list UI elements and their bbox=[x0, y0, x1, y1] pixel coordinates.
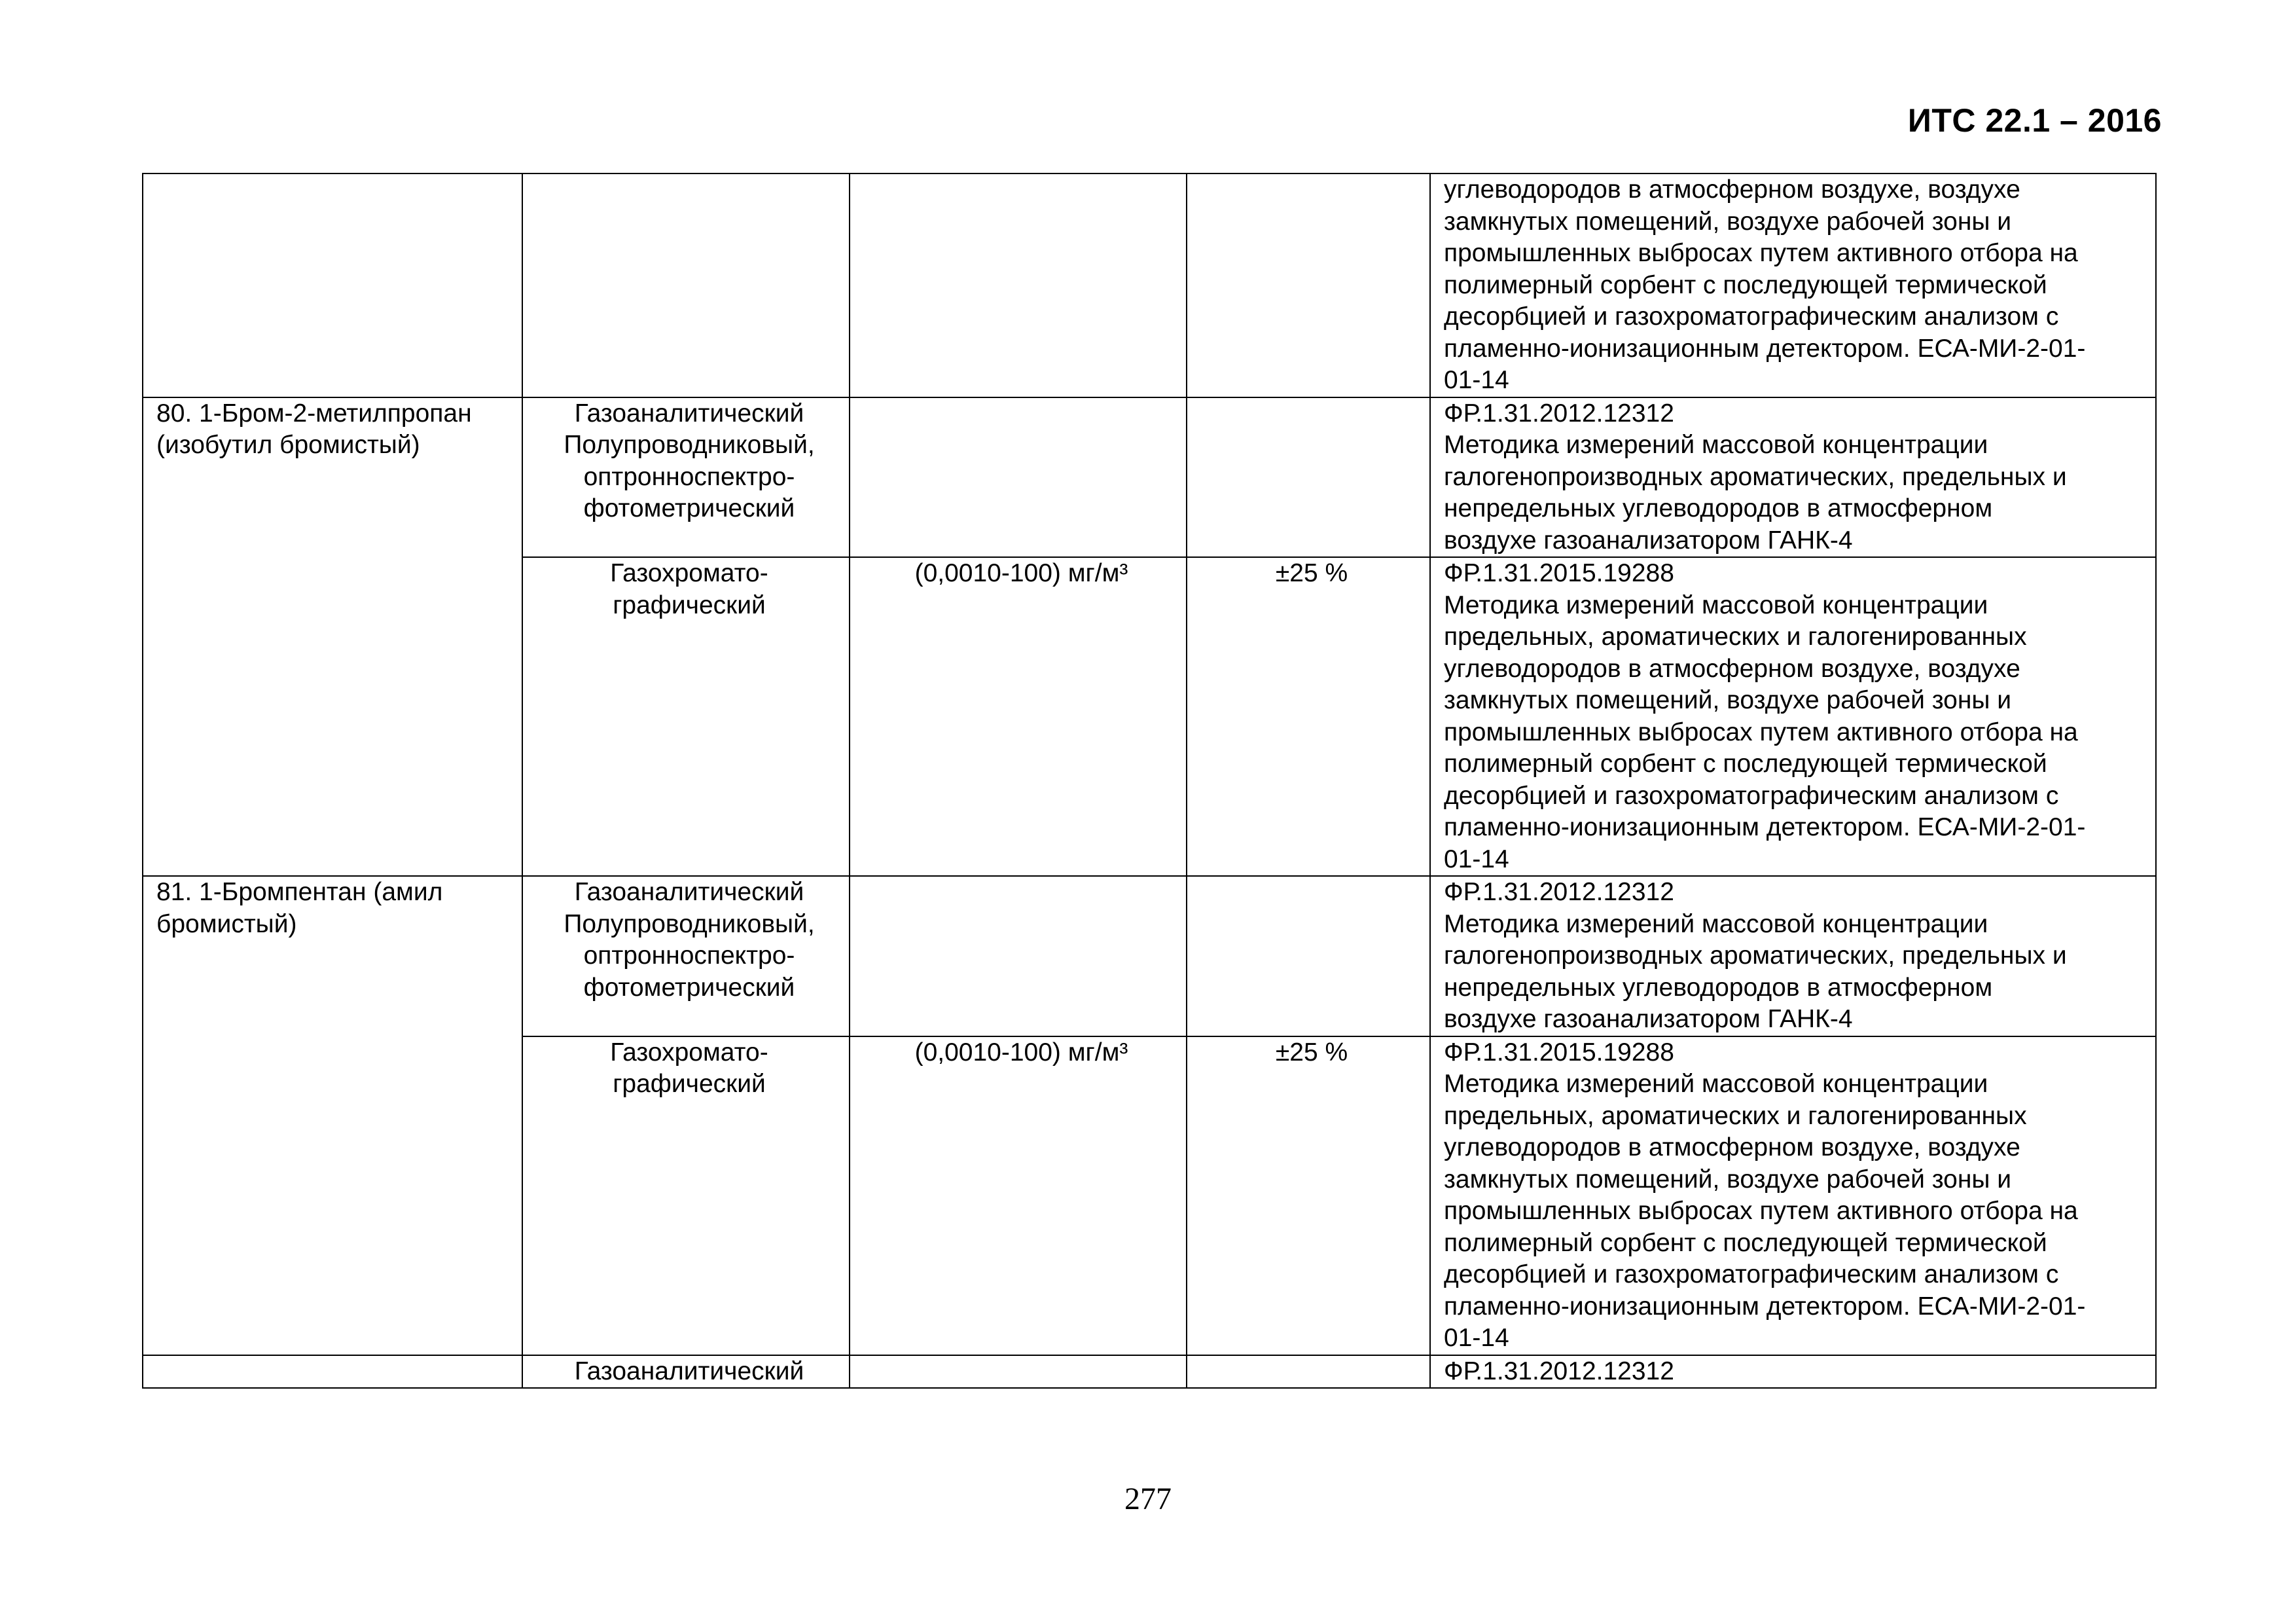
reference-line: углеводородов в атмосферном воздухе, воздухе bbox=[1444, 175, 2020, 204]
reference-line: замкнутых помещений, воздухе рабочей зоны и bbox=[1444, 207, 2012, 236]
reference-line: непредельных углеводородов в атмосферном bbox=[1444, 973, 1993, 1002]
reference-cell bbox=[1430, 1036, 2156, 1355]
reference-line: Методика измерений массовой концентрации bbox=[1444, 909, 1988, 938]
range-cell bbox=[850, 876, 1187, 1036]
document-code-header: ИТС 22.1 – 2016 bbox=[1907, 102, 2162, 139]
reference-line: галогенопроизводных ароматических, предельных и bbox=[1444, 941, 2067, 970]
method-line: Полупроводниковый, bbox=[564, 431, 815, 459]
reference-line: 01-14 bbox=[1444, 366, 1509, 394]
substance-name-line: (изобутил бромистый) bbox=[156, 431, 420, 459]
substance-name-line: бромистый) bbox=[156, 909, 297, 938]
reference-cell bbox=[1430, 1355, 2156, 1389]
method-line: оптронноспектро- bbox=[583, 941, 795, 970]
reference-line: полимерный сорбент с последующей термической bbox=[1444, 1228, 2047, 1257]
reference-line: воздухе газоанализатором ГАНК-4 bbox=[1444, 526, 1853, 555]
method-line: Полупроводниковый, bbox=[564, 909, 815, 938]
page-number: 277 bbox=[1124, 1482, 1172, 1516]
reference-line: замкнутых помещений, воздухе рабочей зоны и bbox=[1444, 1165, 2012, 1194]
reference-line: десорбцией и газохроматографическим анализом с bbox=[1444, 781, 2059, 810]
reference-line: замкнутых помещений, воздухе рабочей зоны и bbox=[1444, 686, 2012, 714]
reference-line: ФР.1.31.2012.12312 bbox=[1444, 878, 1674, 906]
range-cell bbox=[850, 397, 1187, 558]
reference-line: предельных, ароматических и галогенированных bbox=[1444, 1101, 2027, 1130]
reference-line: промышленных выбросах путем активного отбора на bbox=[1444, 1197, 2078, 1225]
range-cell bbox=[850, 173, 1187, 397]
error-cell bbox=[1187, 173, 1430, 397]
reference-line: полимерный сорбент с последующей термической bbox=[1444, 750, 2047, 778]
range-cell bbox=[850, 1355, 1187, 1389]
range-cell: (0,0010-100) мг/м³ bbox=[850, 557, 1187, 876]
method-line: фотометрический bbox=[583, 973, 795, 1002]
reference-line: углеводородов в атмосферном воздухе, воздухе bbox=[1444, 1133, 2020, 1161]
table-row-next-substance bbox=[143, 1355, 2156, 1389]
reference-line: ФР.1.31.2015.19288 bbox=[1444, 1038, 1674, 1067]
reference-line: полимерный сорбент с последующей термической bbox=[1444, 270, 2047, 299]
method-line: Газоаналитический bbox=[574, 878, 804, 906]
error-cell: ±25 % bbox=[1187, 557, 1430, 876]
reference-line: промышленных выбросах путем активного отбора на bbox=[1444, 718, 2078, 746]
reference-line: десорбцией и газохроматографическим анализом с bbox=[1444, 302, 2059, 331]
reference-line: Методика измерений массовой концентрации bbox=[1444, 591, 1988, 619]
method-cell bbox=[522, 1355, 850, 1389]
reference-line: ФР.1.31.2012.12312 bbox=[1444, 1357, 1674, 1385]
reference-line: галогенопроизводных ароматических, предельных и bbox=[1444, 462, 2067, 491]
reference-line: пламенно-ионизационным детектором. ЕСА-МИ-2-01- bbox=[1444, 1292, 2086, 1321]
table-row-continuation bbox=[143, 173, 2156, 397]
method-line: фотометрический bbox=[583, 494, 795, 522]
reference-cell bbox=[1430, 876, 2156, 1036]
method-line: графический bbox=[613, 1070, 766, 1098]
substance-cell bbox=[143, 1355, 522, 1389]
method-cell bbox=[522, 397, 850, 558]
reference-line: непредельных углеводородов в атмосферном bbox=[1444, 494, 1993, 522]
reference-line: пламенно-ионизационным детектором. ЕСА-МИ-2-01- bbox=[1444, 813, 2086, 841]
reference-line: ФР.1.31.2015.19288 bbox=[1444, 559, 1674, 587]
reference-line: воздухе газоанализатором ГАНК-4 bbox=[1444, 1005, 1853, 1033]
substance-cell bbox=[143, 173, 522, 397]
method-cell bbox=[522, 876, 850, 1036]
reference-line: десорбцией и газохроматографическим анализом с bbox=[1444, 1260, 2059, 1288]
substance-name-line: 80. 1-Бром-2-метилпропан bbox=[156, 399, 472, 428]
reference-line: Методика измерений массовой концентрации bbox=[1444, 431, 1988, 459]
method-line: Газоаналитический bbox=[574, 399, 804, 428]
table-row-substance-80-gas-analytic bbox=[143, 397, 2156, 558]
method-cell bbox=[522, 1036, 850, 1355]
substance-name-line: 81. 1-Бромпентан (амил bbox=[156, 878, 443, 906]
method-line: Газоаналитический bbox=[574, 1357, 804, 1385]
reference-line: ФР.1.31.2012.12312 bbox=[1444, 399, 1674, 428]
method-cell bbox=[522, 173, 850, 397]
reference-line: промышленных выбросах путем активного отбора на bbox=[1444, 239, 2078, 267]
reference-cell bbox=[1430, 397, 2156, 558]
measurement-methods-table bbox=[142, 173, 2157, 1389]
method-line: оптронноспектро- bbox=[583, 462, 795, 491]
reference-cell bbox=[1430, 173, 2156, 397]
reference-line: пламенно-ионизационным детектором. ЕСА-МИ-2-01- bbox=[1444, 334, 2086, 363]
reference-line: углеводородов в атмосферном воздухе, воздухе bbox=[1444, 654, 2020, 683]
error-cell bbox=[1187, 876, 1430, 1036]
error-cell: ±25 % bbox=[1187, 1036, 1430, 1355]
range-cell: (0,0010-100) мг/м³ bbox=[850, 1036, 1187, 1355]
table-row-substance-81-gas-analytic bbox=[143, 876, 2156, 1036]
reference-line: 01-14 bbox=[1444, 1324, 1509, 1352]
method-cell bbox=[522, 557, 850, 876]
error-cell bbox=[1187, 1355, 1430, 1389]
substance-cell bbox=[143, 876, 522, 1355]
reference-line: предельных, ароматических и галогенированных bbox=[1444, 623, 2027, 651]
methods-table-container bbox=[142, 173, 2155, 1389]
method-line: графический bbox=[613, 591, 766, 619]
reference-cell bbox=[1430, 557, 2156, 876]
method-line: Газохромато- bbox=[610, 559, 768, 587]
method-line: Газохромато- bbox=[610, 1038, 768, 1067]
reference-line: Методика измерений массовой концентрации bbox=[1444, 1070, 1988, 1098]
reference-line: 01-14 bbox=[1444, 845, 1509, 873]
substance-cell bbox=[143, 397, 522, 877]
error-cell bbox=[1187, 397, 1430, 558]
